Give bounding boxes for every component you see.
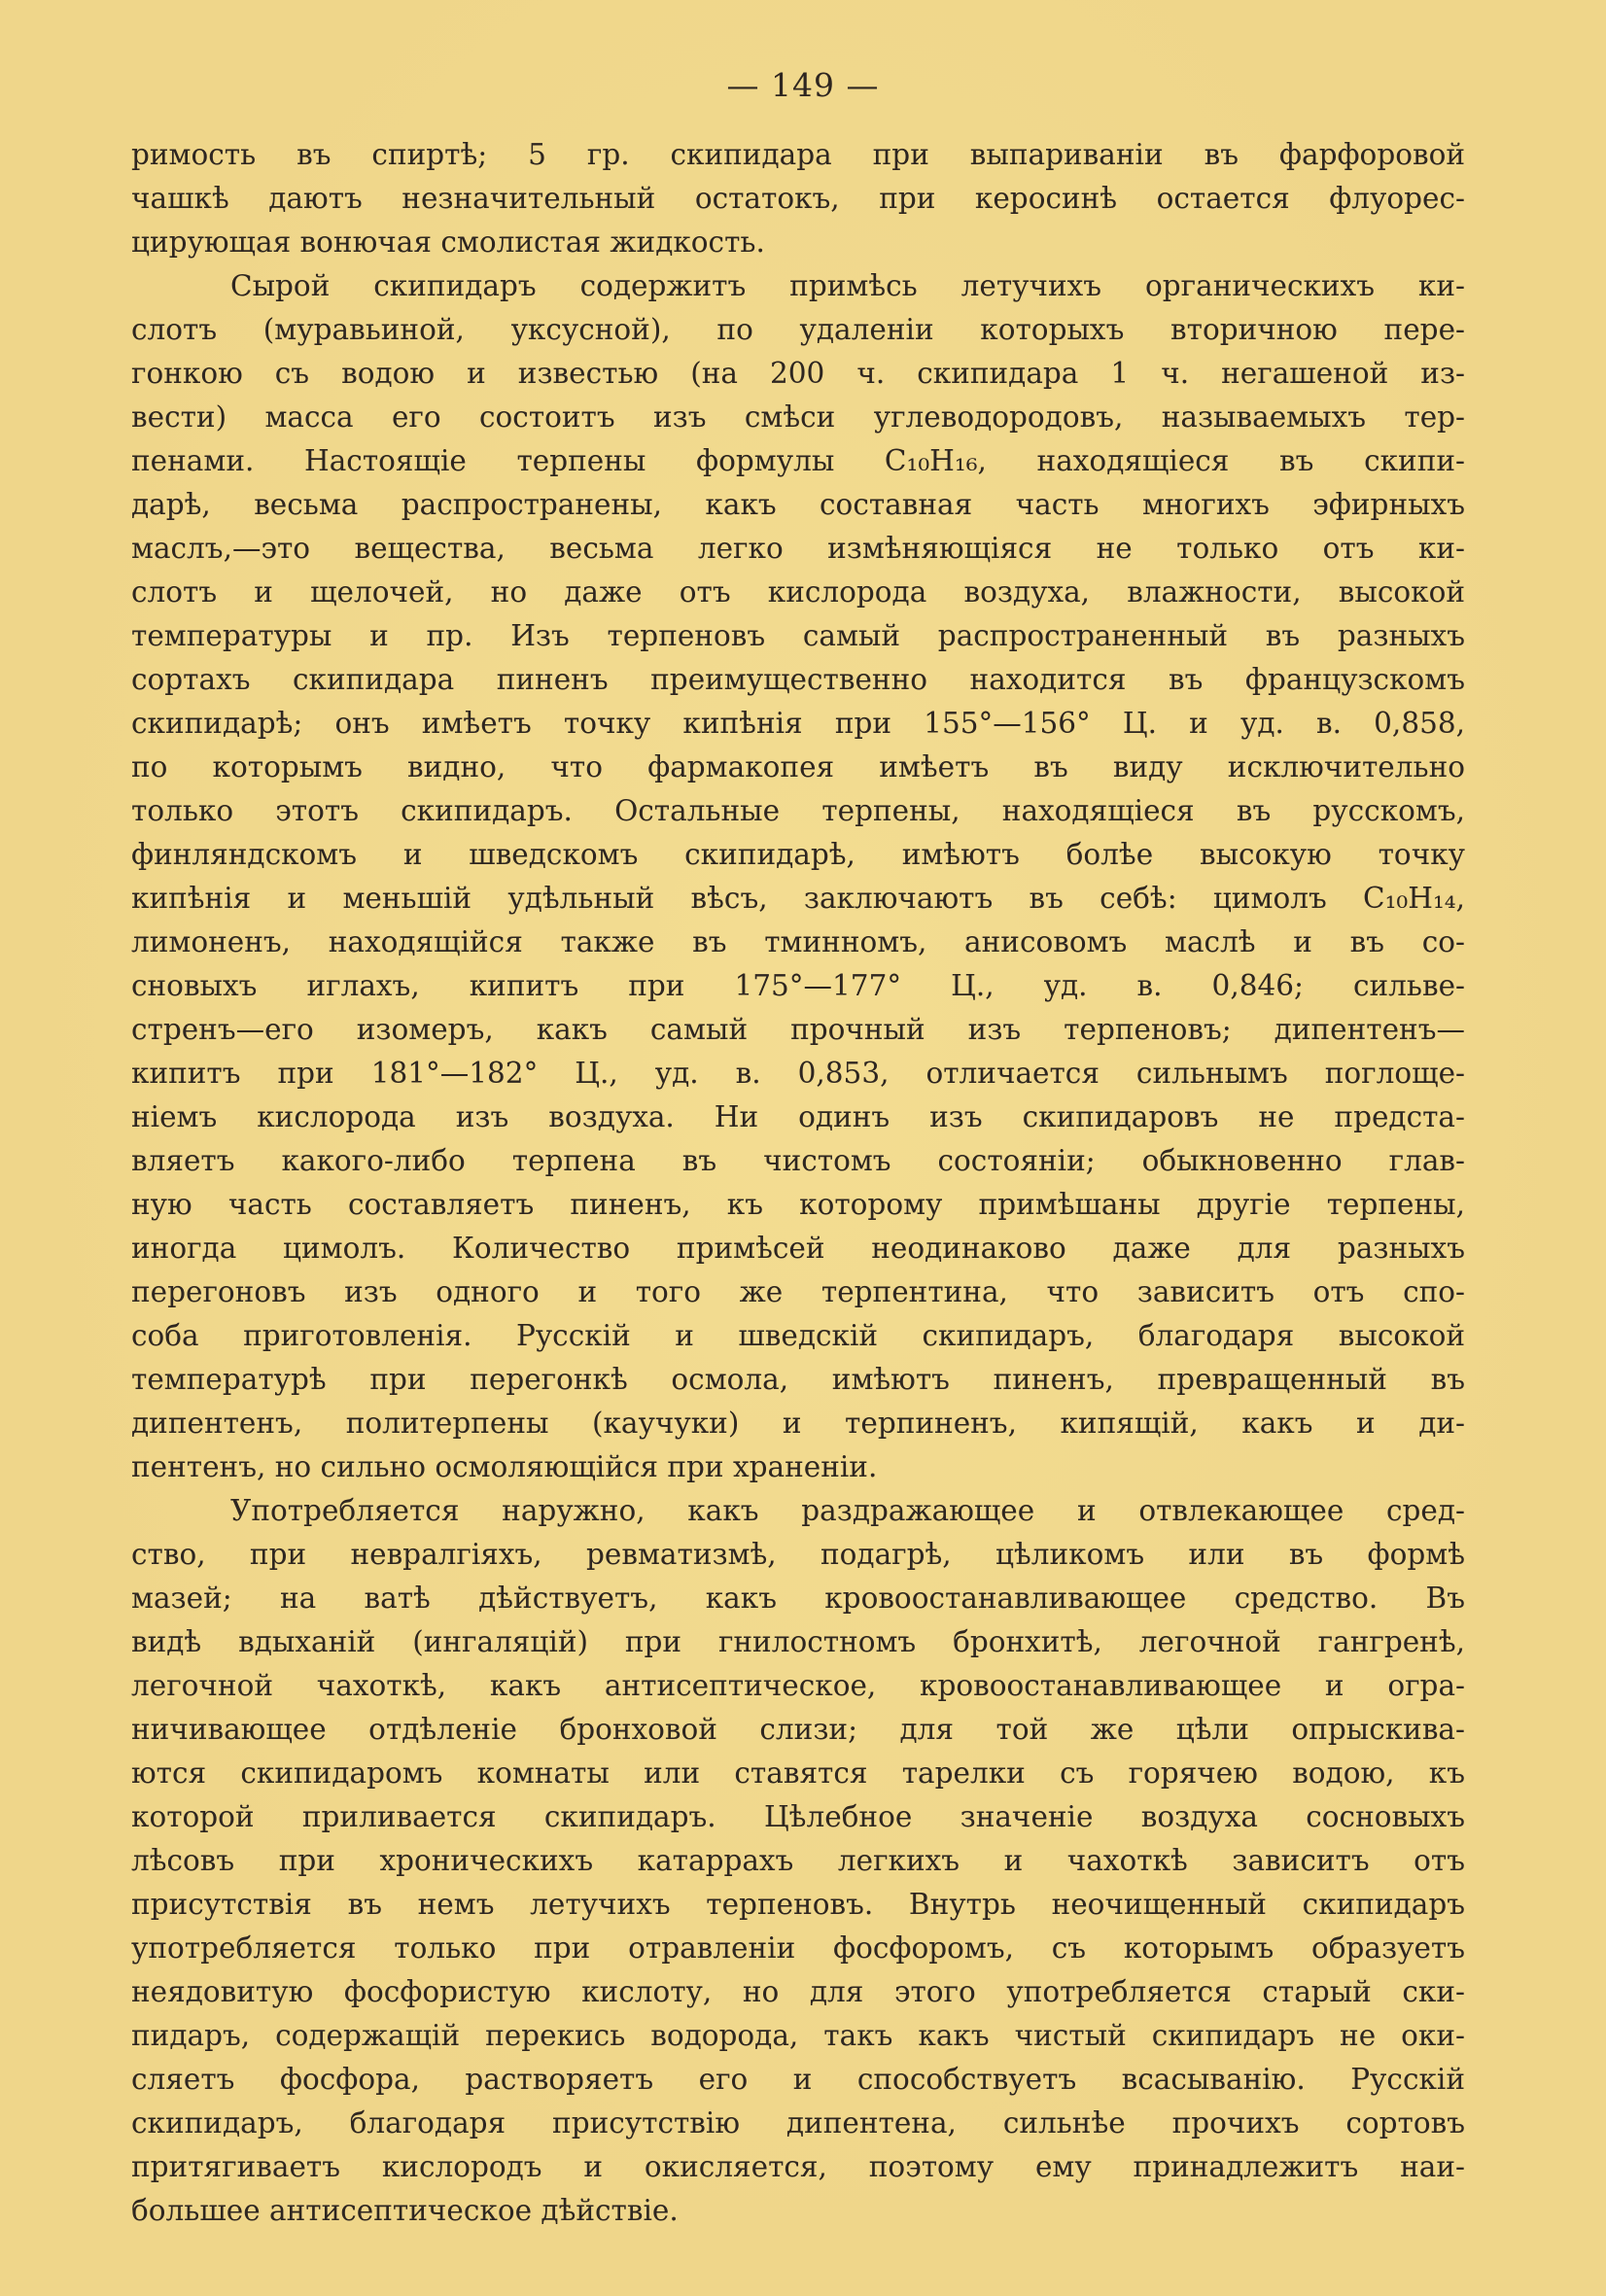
text-line: кипитъ при 181°—182° Ц., уд. в. 0,853, отличается сильнымъ поглоще-	[131, 1057, 1465, 1090]
text-line: пидаръ, содержащій перекись водорода, такъ какъ чистый скипидаръ не оки-	[131, 2019, 1465, 2052]
text-line: слотъ и щелочей, но даже отъ кислорода воздуха, влажности, высокой	[131, 575, 1465, 609]
page-number: — 149 —	[726, 66, 880, 104]
text-line: ничивающее отдѣленіе бронховой слизи; для той же цѣли опрыскива-	[131, 1713, 1465, 1746]
text-line: сляетъ фосфора, растворяетъ его и способствуетъ всасыванію. Русскій	[131, 2063, 1465, 2096]
text-line: дипентенъ, политерпены (каучуки) и терпиненъ, кипящій, какъ и ди-	[131, 1407, 1465, 1440]
text-line: скипидаръ, благодаря присутствію дипентена, сильнѣе прочихъ сортовъ	[131, 2106, 1465, 2139]
text-line: мазей; на ватѣ дѣйствуетъ, какъ кровоостанавливающее средство. Въ	[131, 1582, 1465, 1615]
text-line: маслъ,—это вещества, весьма легко измѣняющіяся не только отъ ки-	[131, 532, 1465, 565]
text-line: соба приготовленія. Русскій и шведскій скипидаръ, благодаря высокой	[131, 1319, 1465, 1352]
text-line: чашкѣ даютъ незначительный остатокъ, при керосинѣ остается флуорес-	[131, 182, 1465, 215]
text-line: Сырой скипидаръ содержитъ примѣсь летучихъ органическихъ ки-	[230, 269, 1465, 302]
text-line: большее антисептическое дѣйствіе.	[131, 2194, 679, 2227]
text-line: финляндскомъ и шведскомъ скипидарѣ, имѣютъ болѣе высокую точку	[131, 838, 1465, 871]
text-line: ніемъ кислорода изъ воздуха. Ни одинъ изъ скипидаровъ не предста-	[131, 1100, 1465, 1133]
text-line: цирующая вонючая смолистая жидкость.	[131, 226, 765, 259]
text-line: кипѣнія и меньшій удѣльный вѣсъ, заключаютъ въ себѣ: цимолъ C₁₀H₁₄,	[131, 882, 1465, 915]
text-line: римость въ спиртѣ; 5 гр. скипидара при выпариваніи въ фарфоровой	[131, 138, 1465, 171]
text-line: которой приливается скипидаръ. Цѣлебное значеніе воздуха сосновыхъ	[131, 1800, 1465, 1833]
text-line: ются скипидаромъ комнаты или ставятся тарелки съ горячею водою, къ	[131, 1757, 1465, 1790]
text-line: стренъ—его изомеръ, какъ самый прочный изъ терпеновъ; дипентенъ—	[131, 1013, 1465, 1046]
text-line: сортахъ скипидара пиненъ преимущественно находится въ французскомъ	[131, 663, 1465, 696]
text-line: вляетъ какого-либо терпена въ чистомъ состояніи; обыкновенно глав-	[131, 1144, 1465, 1177]
text-line: пенами. Настоящіе терпены формулы C₁₀H₁₆, находящіеся въ скипи-	[131, 444, 1465, 477]
text-line: дарѣ, весьма распространены, какъ составная часть многихъ эфирныхъ	[131, 488, 1465, 521]
text-line: слотъ (муравьиной, уксусной), по удаленіи которыхъ вторичною пере-	[131, 313, 1465, 346]
text-line: ную часть составляетъ пиненъ, къ которому примѣшаны другіе терпены,	[131, 1188, 1465, 1221]
text-line: употребляется только при отравленіи фосфоромъ, съ которымъ образуетъ	[131, 1931, 1465, 1965]
text-line: присутствія въ немъ летучихъ терпеновъ. Внутрь неочищенный скипидаръ	[131, 1888, 1465, 1921]
text-line: вести) масса его состоитъ изъ смѣси углеводородовъ, называемыхъ тер-	[131, 400, 1465, 434]
text-line: ство, при невралгіяхъ, ревматизмѣ, подагрѣ, цѣликомъ или въ формѣ	[131, 1538, 1465, 1571]
body-text	[131, 133, 1465, 2233]
text-line: перегоновъ изъ одного и того же терпентина, что зависитъ отъ спо-	[131, 1275, 1465, 1308]
text-line: лѣсовъ при хроническихъ катаррахъ легкихъ и чахоткѣ зависитъ отъ	[131, 1844, 1465, 1877]
text-line: лимоненъ, находящійся также въ тминномъ, анисовомъ маслѣ и въ со-	[131, 925, 1465, 958]
text-line: видѣ вдыханій (ингаляцій) при гнилостномъ бронхитѣ, легочной гангренѣ,	[131, 1625, 1465, 1658]
text-line: по которымъ видно, что фармакопея имѣетъ въ виду исключительно	[131, 750, 1465, 783]
text-line: скипидарѣ; онъ имѣетъ точку кипѣнія при 155°—156° Ц. и уд. в. 0,858,	[131, 707, 1465, 740]
text-line: легочной чахоткѣ, какъ антисептическое, кровоостанавливающее и огра-	[131, 1669, 1465, 1702]
text-line: температуры и пр. Изъ терпеновъ самый распространенный въ разныхъ	[131, 619, 1465, 652]
text-line: только этотъ скипидаръ. Остальные терпены, находящіеся въ русскомъ,	[131, 794, 1465, 827]
text-line: неядовитую фосфористую кислоту, но для этого употребляется старый ски-	[131, 1975, 1465, 2008]
text-line: Употребляется наружно, какъ раздражающее и отвлекающее сред-	[230, 1494, 1465, 1527]
text-line: сновыхъ иглахъ, кипитъ при 175°—177° Ц., уд. в. 0,846; сильве-	[131, 969, 1465, 1002]
text-line: притягиваетъ кислородъ и окисляется, поэтому ему принадлежитъ наи-	[131, 2150, 1465, 2183]
text-line: температурѣ при перегонкѣ осмола, имѣютъ пиненъ, превращенный въ	[131, 1363, 1465, 1396]
text-line: иногда цимолъ. Количество примѣсей неодинаково даже для разныхъ	[131, 1232, 1465, 1265]
text-line: гонкою съ водою и известью (на 200 ч. скипидара 1 ч. негашеной из-	[131, 357, 1465, 390]
text-line: пентенъ, но сильно осмоляющійся при храненіи.	[131, 1450, 878, 1483]
